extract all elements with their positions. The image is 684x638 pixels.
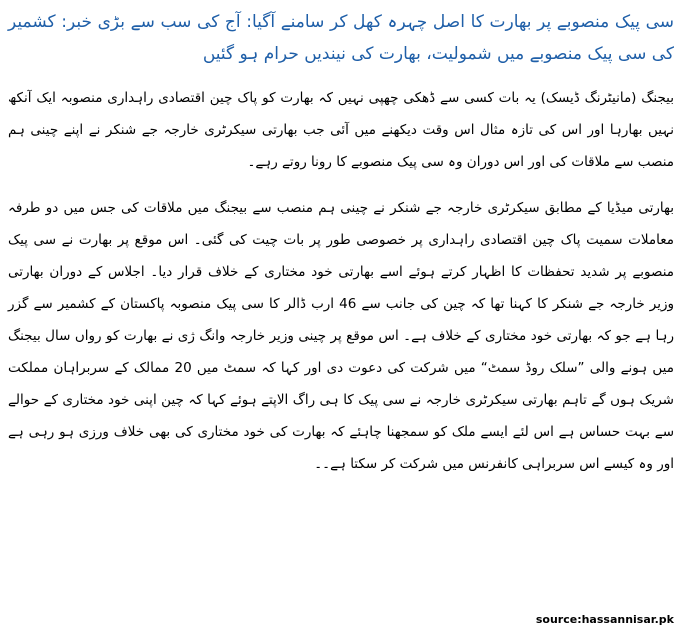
article bbox=[8, 6, 674, 480]
source-credit: source:hassannisar.pk bbox=[535, 613, 674, 626]
article-paragraph-2: بھارتی میڈیا کے مطابق سیکرٹری خارجہ جے شنکر نے چینی ہم منصب سے بیجنگ میں ملاقات کی جس میں دو طرفہ معاملات سمیت پاک چین اقتصادی راہداری پر خصوصی طور پر بات چیت کی گئی۔ اس موقع پر بھارت نے سی پیک منصوبے پر شدید تحفظات کا اظہار کرتے ہوئے اسے بھارتی خود مختاری کے خلاف قرار دیا۔ اجلاس کے دوران بھارتی وزیر خارجہ جے شنکر کا کہنا تھا کہ چین کی جانب سے 46 ارب ڈالر کا سی پیک منصوبہ پاکستان کے کشمیر سے گزر رہا ہے جو کہ بھارتی خود مختاری کے خلاف ہے۔ اس موقع پر چینی وزیر خارجہ وانگ ژی نے بھارت کو رواں سال بیجنگ میں ہونے والی ”سلک روڈ سمٹ“ میں شرکت کی دعوت دی اور کہا کہ سمٹ میں 20 ممالک کے سربراہان مملکت شریک ہوں گے تاہم بھارتی سیکرٹری خارجہ نے سی پیک کا ہی راگ الاپتے ہوئے کہا کہ چین اپنی خود مختاری کے حوالے سے بہت حساس ہے اس لئے ایسے ملک کو سمجھنا چاہئے کہ بھارت کی خود مختاری کی بھی خلاف ورزی ہو رہی ہے اور وہ کیسے اس سربراہی کانفرنس میں شرکت کر سکتا ہے۔۔ bbox=[8, 200, 674, 472]
article-headline: سی پیک منصوبے پر بھارت کا اصل چہرہ کھل کر سامنے آگیا: آج کی سب سے بڑی خبر: کشمیر کی سی پیک منصوبے میں شمولیت، بھارت کی نیندیں حرام ہو گئیں bbox=[8, 12, 674, 64]
article-paragraph-1: بیجنگ (مانیٹرنگ ڈیسک) یہ بات کسی سے ڈھکی چھپی نہیں کہ بھارت کو پاک چین اقتصادی راہداری منصوبہ ایک آنکھ نہیں بھارہا اور اس کی تازہ مثال اس وقت دیکھنے میں آئی جب بھارتی سیکرٹری خارجہ جے شنکر نے اپنے چینی ہم منصب سے ملاقات کی اور اس دوران وہ سی پیک منصوبے کا رونا روتے رہے۔ bbox=[8, 90, 674, 170]
